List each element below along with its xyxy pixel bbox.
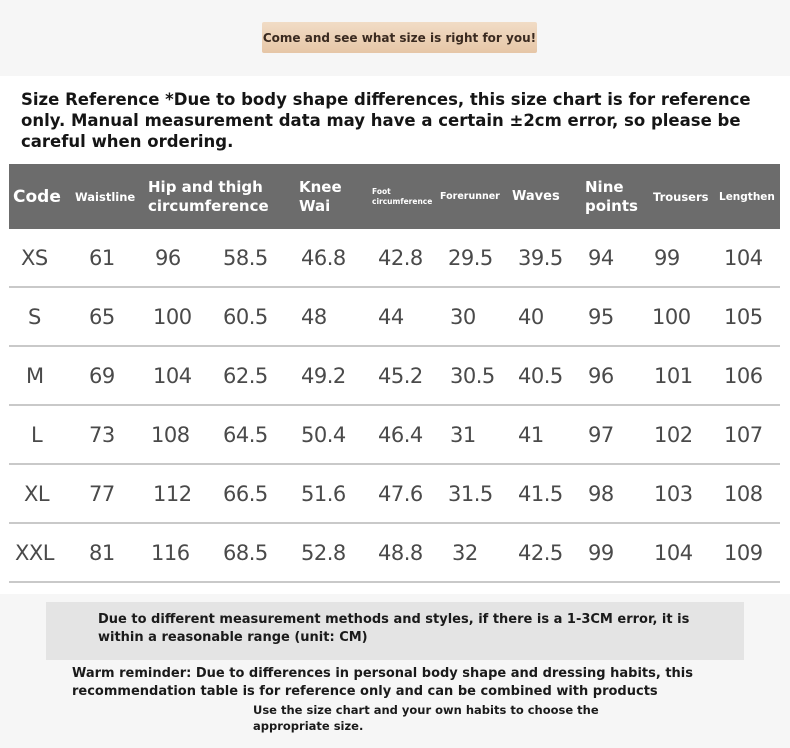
cell-nine-points: 99	[588, 540, 614, 565]
cell-trousers: 101	[654, 363, 693, 388]
cell-foot: 42.8	[378, 245, 423, 270]
cell-hip: 104	[153, 363, 192, 388]
cell-thigh: 60.5	[223, 304, 268, 329]
cell-waistline: 81	[89, 540, 115, 565]
header-hip-and-thigh: Hip and thigh circumference	[148, 177, 269, 215]
cell-thigh: 64.5	[223, 422, 268, 447]
cell-waves: 41.5	[518, 481, 563, 506]
cell-waves: 40.5	[518, 363, 563, 388]
cell-thigh: 66.5	[223, 481, 268, 506]
cell-foot: 47.6	[378, 481, 423, 506]
cell-hip: 112	[153, 481, 192, 506]
size-reference-intro: Size Reference *Due to body shape differences, this size chart is for reference only. Manual measurement data may have a certain ±2cm error, so please be careful when ordering.	[21, 90, 751, 151]
header-trousers: Trousers	[653, 189, 709, 204]
table-row	[9, 347, 780, 406]
cell-hip: 116	[151, 540, 190, 565]
cell-knee: 49.2	[301, 363, 346, 388]
cell-forerunner: 30	[450, 304, 476, 329]
cell-waves: 39.5	[518, 245, 563, 270]
cell-code: XS	[21, 245, 48, 270]
cell-knee: 46.8	[301, 245, 346, 270]
cell-hip: 100	[153, 304, 192, 329]
cell-trousers: 103	[654, 481, 693, 506]
cell-nine-points: 94	[588, 245, 614, 270]
header-waves: Waves	[512, 189, 560, 204]
cell-nine-points: 95	[588, 304, 614, 329]
cell-code: XXL	[15, 540, 54, 565]
cell-forerunner: 30.5	[450, 363, 495, 388]
cell-hip: 108	[151, 422, 190, 447]
cell-waistline: 65	[89, 304, 115, 329]
cell-code: S	[28, 304, 41, 329]
header-lengthen: Lengthen	[719, 190, 775, 203]
cell-knee: 52.8	[301, 540, 346, 565]
cell-waistline: 73	[89, 422, 115, 447]
banner-text: Come and see what size is right for you!	[262, 30, 537, 45]
warm-reminder: Warm reminder: Due to differences in personal body shape and dressing habits, this recommendation table is for reference only and can be combined with products	[72, 666, 693, 699]
size-table	[9, 164, 780, 583]
cell-foot: 48.8	[378, 540, 423, 565]
cell-waves: 40	[518, 304, 544, 329]
cell-thigh: 58.5	[223, 245, 268, 270]
table-row	[9, 288, 780, 347]
cell-forerunner: 31	[450, 422, 476, 447]
cell-nine-points: 98	[588, 481, 614, 506]
cell-lengthen: 107	[724, 422, 763, 447]
table-row	[9, 229, 780, 288]
cell-hip: 96	[155, 245, 181, 270]
cell-code: XL	[24, 481, 50, 506]
cell-lengthen: 108	[724, 481, 763, 506]
header-nine-points: Nine points	[585, 177, 638, 215]
header-forerunner: Forerunner	[440, 191, 500, 202]
cell-lengthen: 105	[724, 304, 763, 329]
header-knee-wai: Knee Wai	[299, 177, 342, 215]
cell-thigh: 68.5	[223, 540, 268, 565]
cell-trousers: 102	[654, 422, 693, 447]
cell-waistline: 77	[89, 481, 115, 506]
cell-waistline: 69	[89, 363, 115, 388]
cell-foot: 46.4	[378, 422, 423, 447]
cell-foot: 44	[378, 304, 404, 329]
cell-waistline: 61	[89, 245, 115, 270]
cell-foot: 45.2	[378, 363, 423, 388]
cell-trousers: 99	[654, 245, 680, 270]
cell-forerunner: 32	[452, 540, 478, 565]
cell-forerunner: 31.5	[448, 481, 493, 506]
cell-knee: 48	[301, 304, 327, 329]
cell-knee: 51.6	[301, 481, 346, 506]
cell-forerunner: 29.5	[448, 245, 493, 270]
cell-trousers: 104	[654, 540, 693, 565]
header-foot-circumference: Foot circumference	[372, 186, 433, 206]
table-row	[9, 406, 780, 465]
warm-reminder-continued: Use the size chart and your own habits to choose the appropriate size.	[253, 703, 599, 733]
cell-lengthen: 106	[724, 363, 763, 388]
cell-code: L	[31, 422, 43, 447]
header-waistline: Waistline	[75, 189, 136, 204]
cell-lengthen: 104	[724, 245, 763, 270]
cell-waves: 41	[518, 422, 544, 447]
header-code: Code	[13, 186, 61, 207]
cell-code: M	[26, 363, 44, 388]
cell-lengthen: 109	[724, 540, 763, 565]
cell-thigh: 62.5	[223, 363, 268, 388]
cell-nine-points: 97	[588, 422, 614, 447]
table-header	[9, 164, 780, 229]
cell-trousers: 100	[652, 304, 691, 329]
table-body	[9, 229, 780, 583]
banner	[262, 22, 537, 53]
table-row	[9, 465, 780, 524]
measurement-note-box	[46, 602, 744, 660]
cell-nine-points: 96	[588, 363, 614, 388]
measurement-note: Due to different measurement methods and styles, if there is a 1-3CM error, it is within a reasonable range (unit: CM)	[98, 612, 690, 645]
cell-waves: 42.5	[518, 540, 563, 565]
table-row	[9, 524, 780, 583]
cell-knee: 50.4	[301, 422, 346, 447]
